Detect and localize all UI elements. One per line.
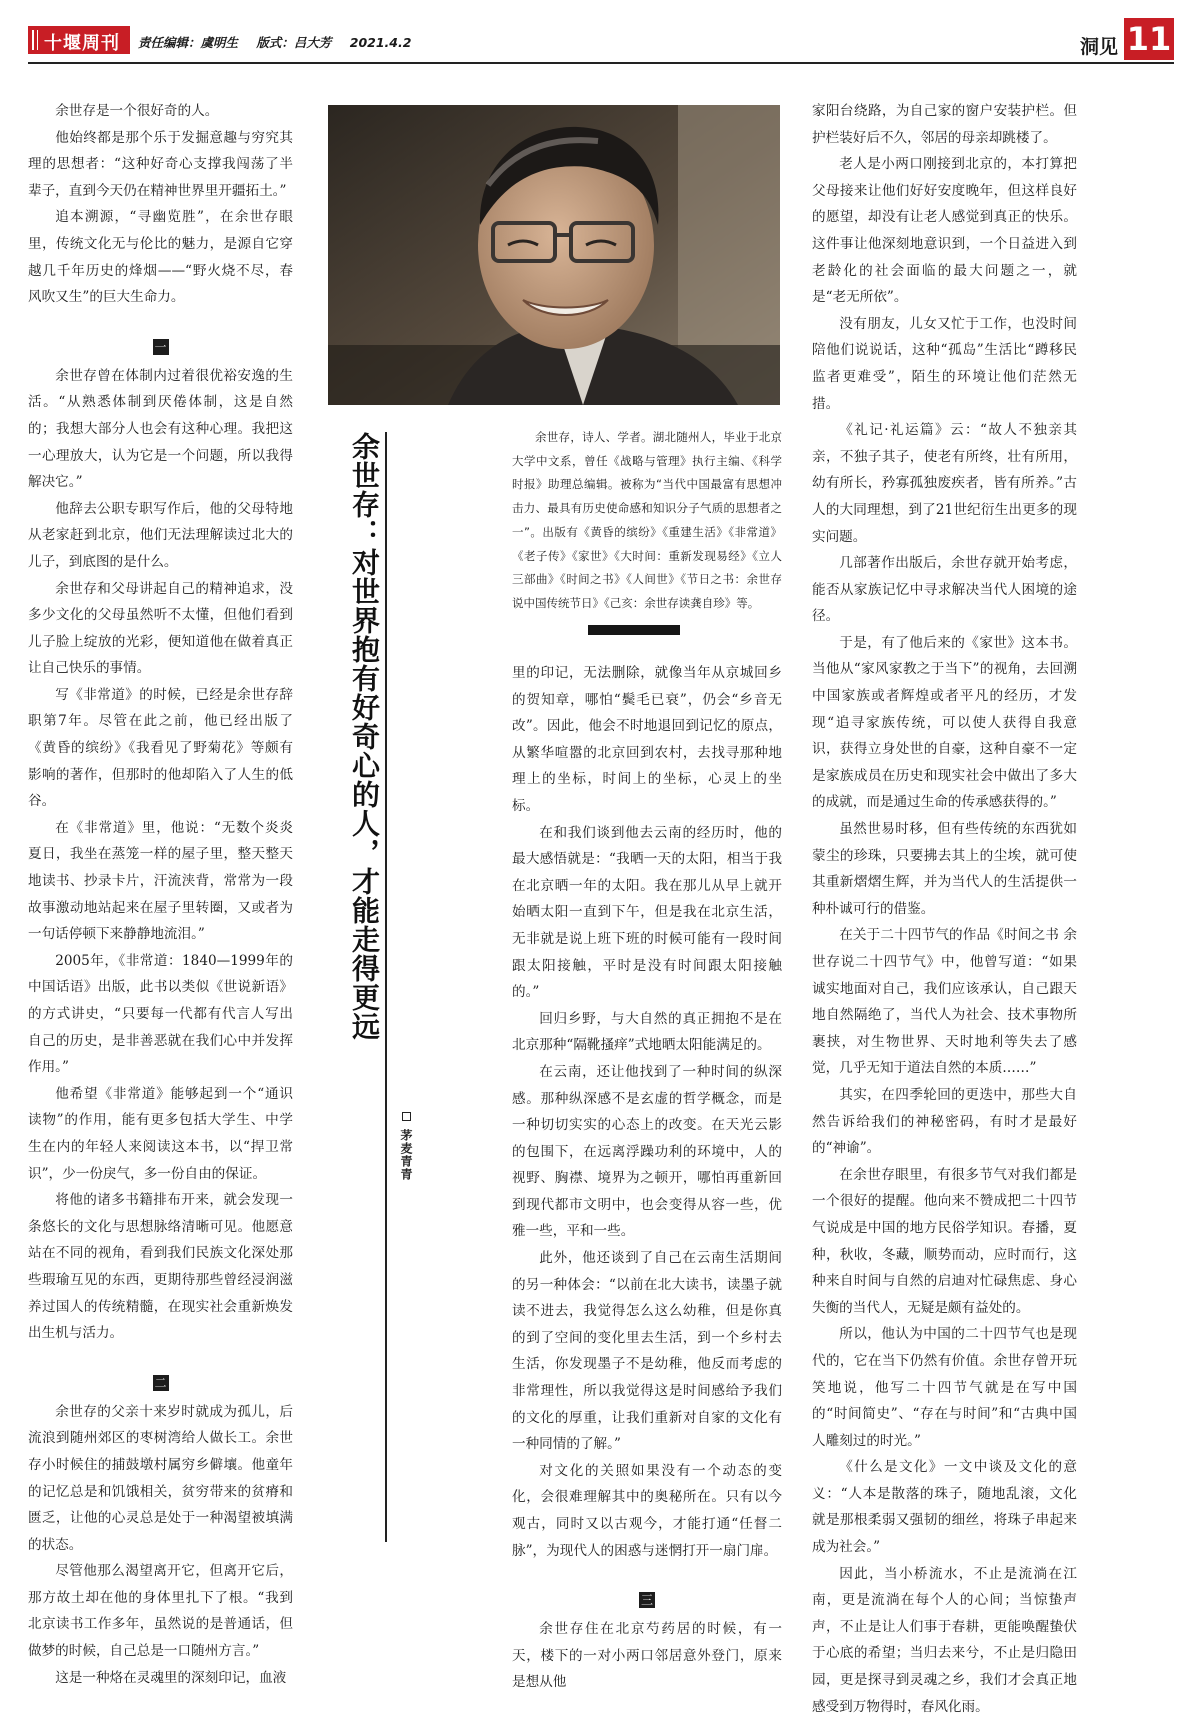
page-number: 11 <box>1124 18 1174 60</box>
byline <box>398 1112 415 1181</box>
paragraph: 余世存曾在体制内过着很优裕安逸的生活。“从熟悉体制到厌倦体制，这是自然的；我想大部分人也会有这种心理。我把这一心理放大，认为它是一个问题，所以我得解决它。” <box>28 367 293 491</box>
paragraph: 此外，他还谈到了自己在云南生活期间的另一种体会：“以前在北大读书，读墨子就读不进去，我觉得怎么这么幼稚，但是你真的到了空间的变化里去生活，到一个乡村去生活，你发现墨子不是幼稚，他反而考虑的非常理性，所以我觉得这是时间感给予我们的文化的厚重，让我们重新对自家的文化有一种同情的了解。” <box>512 1250 782 1453</box>
paragraph: 对文化的关照如果没有一个动态的变化，会很难理解其中的奥秘所在。只有以今观古，同时又以古观今，才能打通“任督二脉”，为现代人的困惑与迷惘打开一扇门扉。 <box>512 1462 782 1559</box>
paragraph: 老人是小两口刚接到北京的，本打算把父母接来让他们好好安度晚年，但这样良好的愿望，却没有让老人感觉到真正的快乐。这件事让他深刻地意识到，一个日益进入到老龄化的社会面临的最大问题之一，就是“老无所依”。 <box>812 156 1077 306</box>
logo-stripe-icon <box>32 30 38 50</box>
paragraph: 因此，当小桥流水，不止是流淌在江南，更是流淌在每个人的心间；当惊蛰声声，不止是让人们事于春耕，更能唤醒蛰伏于心底的希望；当归去来兮，不止是归隐田园，更是探寻到灵魂之乡，我们才会真正地感受到万物得时，春风化雨。 <box>812 1565 1077 1715</box>
headline-divider <box>385 432 387 1542</box>
paragraph: 在关于二十四节气的作品《时间之书 余世存说二十四节气》中，他曾写道：“如果诚实地面对自己，我们应该承认，自己跟天地自然隔绝了，当代人为社会、技术事物所裹挟，对生物世界、天时地利等失去了感觉，几乎无知于道法自然的本质……” <box>812 927 1077 1077</box>
logo-text: 十堰周刊 <box>44 33 120 54</box>
caption-text: 余世存，诗人、学者。湖北随州人，毕业于北京大学中文系，曾任《战略与管理》执行主编、《科学时报》助理总编辑。被称为“当代中国最富有思想冲击力、最具有历史使命感和知识分子气质的思想者之一”。出版有《黄昏的缤纷》《重建生活》《非常道》《老子传》《家世》《大时间：重新发现易经》《立人三部曲》《时间之书》《人间世》《节日之书：余世存说中国传统节日》《己亥：余世存读龚自珍》等。 <box>512 430 782 610</box>
paragraph: 他始终都是那个乐于发掘意趣与穷究其理的思想者：“这种好奇心支撑我闯荡了半辈子，直到今天仍在精神世界里开疆拓土。” <box>28 129 293 199</box>
paragraph: 在余世存眼里，有很多节气对我们都是一个很好的提醒。他向来不赞成把二十四节气说成是中国的地方民俗学知识。春播，夏种，秋收，冬藏，顺势而动，应时而行，这种来自时间与自然的启迪对忙碌焦虑、身心失衡的当代人，无疑是颇有益处的。 <box>812 1166 1077 1316</box>
section-marker-3: 三 <box>640 1593 653 1608</box>
editor-name: 责任编辑：虞明生 <box>138 35 239 50</box>
paragraph: 在和我们谈到他去云南的经历时，他的最大感悟就是：“我晒一天的太阳，相当于我在北京晒一年的太阳。我在那儿从早上就开始晒太阳一直到下午，但是我在北京生活，无非就是说上班下班的时候可能有一段时间跟太阳接触，平时是没有时间跟太阳接触的。” <box>512 824 782 1001</box>
right-column <box>812 98 1077 1720</box>
paragraph: 其实，在四季轮回的更迭中，那些大自然告诉给我们的神秘密码，有时才是最好的“神谕”。 <box>812 1086 1077 1157</box>
section-marker-2: 二 <box>154 1375 167 1390</box>
paragraph: 里的印记，无法删除，就像当年从京城回乡的贺知章，哪怕“鬓毛已衰”，仍会“乡音无改”。因此，他会不时地退回到记忆的原点，从繁华喧嚣的北京回到农村，去找寻那种地理上的坐标，时间上的坐标，心灵上的坐标。 <box>512 665 782 814</box>
paragraph: 将他的诸多书籍排布开来，就会发现一条悠长的文化与思想脉络清晰可见。他愿意站在不同的视角，看到我们民族文化深处那些瑕瑜互见的东西，更期待那些曾经浸润滋养过国人的传统精髓，在现实社会重新焕发出生机与活力。 <box>28 1192 293 1342</box>
paragraph: 尽管他那么渴望离开它，但离开它后，那方故土却在他的身体里扎下了根。“我到北京读书工作多年，虽然说的是普通话，但做梦的时候，自己总是一口随州方言。” <box>28 1563 293 1660</box>
portrait-illustration <box>328 105 780 405</box>
middle-column <box>512 660 782 1696</box>
paragraph: 几部著作出版后，余世存就开始考虑，能否从家族记忆中寻求解决当代人困境的途径。 <box>812 555 1077 625</box>
paragraph: 余世存和父母讲起自己的精神追求，没多少文化的父母虽然听不太懂，但他们看到儿子脸上绽放的光彩，便知道他在做着真正让自己快乐的事情。 <box>28 580 293 677</box>
paragraph: 在《非常道》里，他说：“无数个炎炎夏日，我坐在蒸笼一样的屋子里，整天整天地读书、抄录卡片，汗流浃背，常常为一段故事激动地站起来在屋子里转圈，又或者为一句话停顿下来静静地流泪。” <box>28 819 293 943</box>
paragraph: 虽然世易时移，但有些传统的东西犹如蒙尘的珍珠，只要拂去其上的尘埃，就可使其重新熠熠生辉，并为当代人的生活提供一种朴诚可行的借鉴。 <box>812 821 1077 917</box>
paragraph: 在云南，还让他找到了一种时间的纵深感。那种纵深感不是玄虚的哲学概念，而是一种切切实实的心态上的改变。在天光云影的包围下，在远离浮躁功利的环境中，人的视野、胸襟、境界为之顿开，哪怕再重新回到现代都市文明中，也会变得从容一些，优雅一些，平和一些。 <box>512 1063 782 1240</box>
paragraph: 这是一种烙在灵魂里的深刻印记，血液 <box>55 1669 287 1686</box>
photo-caption <box>512 426 782 616</box>
portrait-photo <box>328 105 780 405</box>
article-headline: 余世存：对世界抱有好奇心的人，才能走得更远 <box>348 432 381 1041</box>
newspaper-logo <box>28 26 130 54</box>
caption-divider-bar <box>588 625 680 635</box>
section-marker-1: 一 <box>154 339 167 354</box>
paragraph: 《什么是文化》一文中谈及文化的意义：“人本是散落的珠子，随地乱滚，文化就是那根柔弱又强韧的细丝，将珠子串起来成为社会。” <box>812 1459 1077 1556</box>
editor-info <box>138 33 421 51</box>
author-name: 茅麦青青 <box>399 1129 413 1182</box>
paragraph: 《礼记·礼运篇》云：“故人不独亲其亲，不独子其子，使老有所终，壮有所用，幼有所长，矜寡孤独废疾者，皆有所养。”古人的大同理想，到了21世纪衍生出更多的现实问题。 <box>812 422 1077 545</box>
paragraph: 追本溯源，“寻幽览胜”，在余世存眼里，传统文化无与伦比的魅力，是源自它穿越几千年历史的烽烟——“野火烧不尽，春风吹又生”的巨大生命力。 <box>28 209 293 306</box>
issue-date: 2021.4.2 <box>349 35 412 50</box>
layout-designer: 版式：吕大芳 <box>256 35 332 50</box>
byline-box-icon <box>402 1112 411 1121</box>
paragraph: 余世存的父亲十来岁时就成为孤儿，后流浪到随州郊区的枣树湾给人做长工。余世存小时候住的捕鼓墩村属穷乡僻壤。他童年的记忆总是和饥饿相关，贫穷带来的贫瘠和匮乏，让他的心灵总是处于一种渴望被填满的状态。 <box>28 1403 293 1553</box>
left-column <box>28 98 293 1691</box>
masthead-rule <box>28 62 1174 64</box>
paragraph: 写《非常道》的时候，已经是余世存辞职第7年。尽管在此之前，他已经出版了《黄昏的缤纷》《我看见了野菊花》等颇有影响的著作，但那时的他却陷入了人生的低谷。 <box>28 686 293 810</box>
paragraph: 回归乡野，与大自然的真正拥抱不是在北京那种“隔靴搔痒”式地晒太阳能满足的。 <box>512 1010 782 1054</box>
masthead <box>28 18 1174 68</box>
paragraph: 他辞去公职专职写作后，他的父母特地从老家赶到北京，他们无法理解读过北大的儿子，到底图的是什么。 <box>28 500 293 570</box>
paragraph: 余世存是一个很好奇的人。 <box>55 103 219 119</box>
paragraph: 没有朋友，儿女又忙于工作，也没时间陪他们说说话，这种“孤岛”生活比“蹲移民监者更难受”，陌生的环境让他们茫然无措。 <box>812 315 1077 412</box>
paragraph: 2005年，《非常道：1840—1999年的中国话语》出版，此书以类似《世说新语》的方式讲史，“只要每一代都有代言人写出自己的历史，是非善恶就在我们心中并发挥作用。” <box>28 952 293 1076</box>
paragraph: 余世存住在北京芍药居的时候，有一天，楼下的一对小两口邻居意外登门，原来是想从他 <box>512 1621 782 1691</box>
paragraph: 所以，他认为中国的二十四节气也是现代的，它在当下仍然有价值。余世存曾开玩笑地说，他写二十四节气就是在写中国的“时间简史”、“存在与时间”和“古典中国人雕刻过的时光。” <box>812 1326 1077 1449</box>
paragraph: 他希望《非常道》能够起到一个“通识读物”的作用，能有更多包括大学生、中学生在内的年轻人来阅读这本书，以“捍卫常识”，少一份戾气，多一份自由的保证。 <box>28 1085 293 1182</box>
paragraph: 家阳台绕路，为自己家的窗户安装护栏。但护栏装好后不久，邻居的母亲却跳楼了。 <box>812 103 1077 146</box>
paragraph: 于是，有了他后来的《家世》这本书。当他从“家风家教之于当下”的视角，去回溯中国家族或者辉煌或者平凡的经历，才发现“追寻家族传统，可以使人获得自我意识，获得立身处世的自豪，这种自豪不一定是家族成员在历史和现实社会中做出了多大的成就，而是通过生命的传承感获得的。” <box>812 634 1077 811</box>
section-name: 洞见 <box>1079 36 1118 58</box>
